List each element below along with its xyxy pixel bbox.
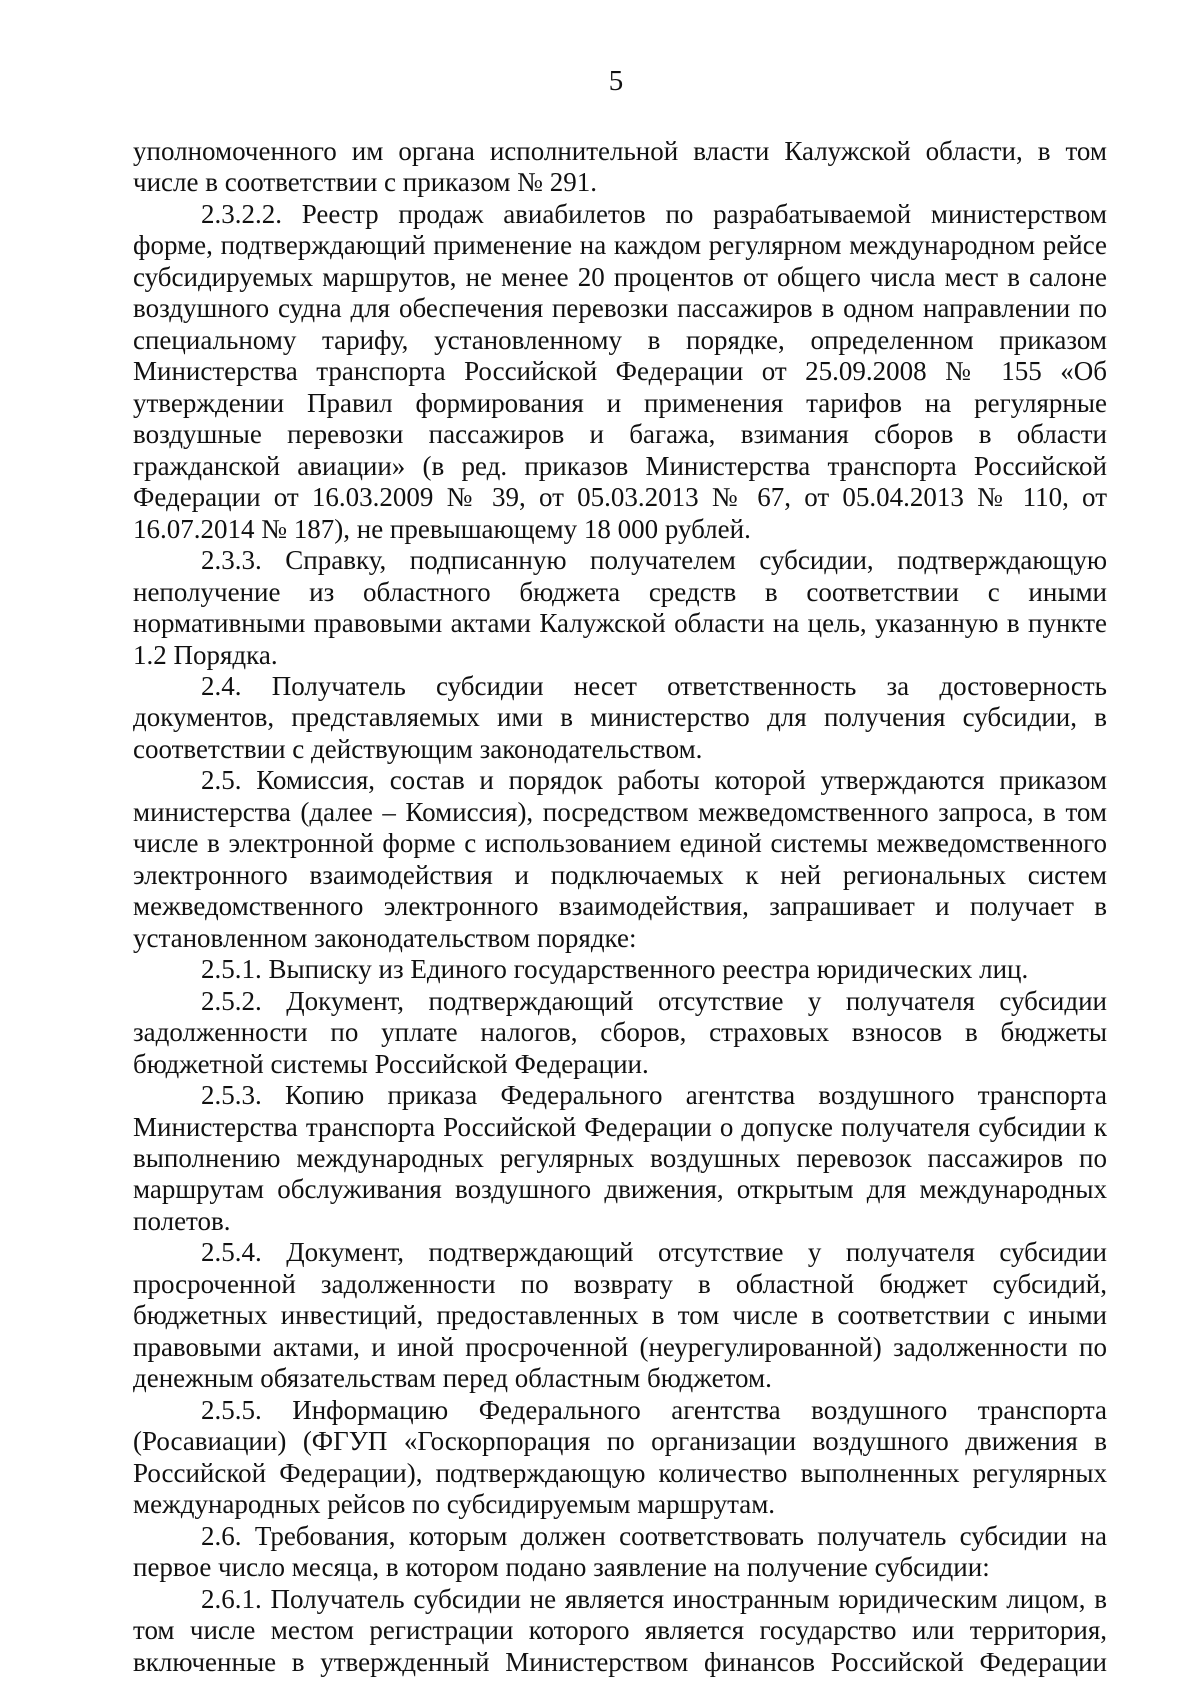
paragraph-2-3-2-2: 2.3.2.2. Реестр продаж авиабилетов по разрабатываемой министерством форме, подтверждающий применение на каждом регулярном международном рейсе субсидируемых маршрутов, не менее 20 процентов от общего числа мест в салоне воздушного судна для обеспечения перевозки пассажиров в одном направлении по специальному тарифу, установленному в порядке, определенном приказом Министерства транспорта Российской Федерации от 25.09.2008 № 155 «Об утверждении Правил формирования и применения тарифов на регулярные воздушные перевозки пассажиров и багажа, взимания сборов в области гражданской авиации» (в ред. приказов Министерства транспорта Российской Федерации от 16.03.2009 № 39, от 05.03.2013 № 67, от 05.04.2013 № 110, от 16.07.2014 № 187), не превышающему 18 000 рублей. — [133, 198, 1107, 544]
paragraph-2-5: 2.5. Комиссия, состав и порядок работы которой утверждаются приказом министерства (далее – Комиссия), посредством межведомственного запроса, в том числе в электронной форме с использованием единой системы межведомственного электронного взаимодействия и подключаемых к ней региональных систем межведомственного электронного взаимодействия, запрашивает и получает в установленном законодательством порядке: — [133, 765, 1107, 953]
paragraph-2-6-1: 2.6.1. Получатель субсидии не является иностранным юридическим лицом, в том числе местом регистрации которого является государство или территория, включенные в утвержденный Министерством финансов Российской Федерации — [133, 1583, 1107, 1677]
paragraph-2-5-5: 2.5.5. Информацию Федерального агентства воздушного транспорта (Росавиации) (ФГУП «Госкорпорация по организации воздушного движения в Российской Федерации), подтверждающую количество выполненных регулярных международных рейсов по субсидируемым маршрутам. — [133, 1394, 1107, 1520]
paragraph-2-4: 2.4. Получатель субсидии несет ответственность за достоверность документов, представляемых ими в министерство для получения субсидии, в соответствии с действующим законодательством. — [133, 670, 1107, 764]
document-body — [133, 136, 1107, 1678]
paragraph-2-5-1: 2.5.1. Выписку из Единого государственного реестра юридических лиц. — [201, 954, 1029, 985]
paragraph-2-5-4: 2.5.4. Документ, подтверждающий отсутствие у получателя субсидии просроченной задолженности по возврату в областной бюджет субсидий, бюджетных инвестиций, предоставленных в том числе в соответствии с иными правовыми актами, и иной просроченной (неурегулированной) задолженности по денежным обязательствам перед областным бюджетом. — [133, 1237, 1107, 1394]
paragraph-2-5-3: 2.5.3. Копию приказа Федерального агентства воздушного транспорта Министерства транспорта Российской Федерации о допуске получателя субсидии к выполнению международных регулярных воздушных перевозок пассажиров по маршрутам обслуживания воздушного движения, открытым для международных полетов. — [133, 1080, 1107, 1236]
paragraph-continuation: уполномоченного им органа исполнительной власти Калужской области, в том числе в соответствии с приказом № 291. — [133, 136, 1107, 198]
paragraph-2-3-3: 2.3.3. Справку, подписанную получателем субсидии, подтверждающую неполучение из областного бюджета средств в соответствии с иными нормативными правовыми актами Калужской области на цель, указанную в пункте 1.2 Порядка. — [133, 545, 1107, 670]
paragraph-2-5-2: 2.5.2. Документ, подтверждающий отсутствие у получателя субсидии задолженности по уплате налогов, сборов, страховых взносов в бюджеты бюджетной системы Российской Федерации. — [133, 985, 1107, 1079]
page-number: 5 — [608, 65, 624, 97]
paragraph-2-6: 2.6. Требования, которым должен соответствовать получатель субсидии на первое число месяца, в котором подано заявление на получение субсидии: — [133, 1520, 1107, 1583]
